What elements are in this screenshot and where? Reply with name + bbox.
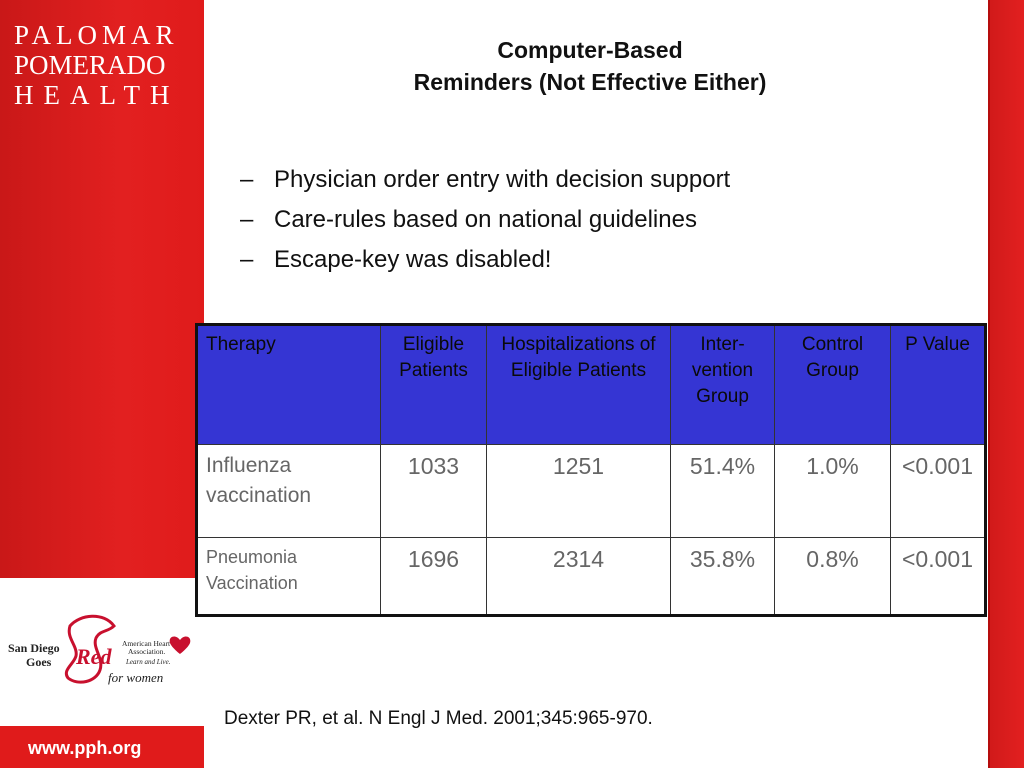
header-hospitalizations: Hospitalizations of Eligible Patients	[487, 325, 671, 445]
title-line-1: Computer-Based	[497, 37, 683, 63]
left-red-panel	[0, 0, 204, 578]
slide-title	[360, 34, 820, 98]
cell-intervention: 35.8%	[671, 538, 775, 616]
cell-eligible: 1696	[381, 538, 487, 616]
heart-torch-icon	[170, 636, 191, 654]
cell-therapy: Pneumonia Vaccination	[197, 538, 381, 616]
san-diego-goes-red-logo	[4, 612, 200, 694]
brand-logo	[14, 20, 200, 110]
title-line-2: Reminders (Not Effective Either)	[413, 69, 767, 95]
logo-for-women: for women	[108, 670, 164, 685]
bullet-item	[240, 240, 730, 280]
logo-goes: Goes	[26, 655, 52, 669]
website-url: www.pph.org	[28, 738, 142, 758]
citation: Dexter PR, et al. N Engl J Med. 2001;345:965-970.	[224, 708, 653, 729]
cell-eligible: 1033	[381, 445, 487, 538]
header-therapy: Therapy	[197, 325, 381, 445]
bullet-list	[240, 160, 730, 280]
logo-tagline: Learn and Live.	[126, 658, 171, 666]
bullet-item	[240, 160, 730, 200]
cell-p-value: <0.001	[891, 538, 986, 616]
results-table	[195, 323, 987, 617]
cell-intervention: 51.4%	[671, 445, 775, 538]
dash-marker: –	[240, 246, 254, 273]
brand-line-1: PALOMAR	[14, 20, 179, 50]
cell-therapy: Influenza vaccination	[197, 445, 381, 538]
bullet-item	[240, 200, 730, 240]
logo-red: Red	[76, 644, 112, 669]
header-control-group: Control Group	[775, 325, 891, 445]
bullet-text: Escape-key was disabled!	[274, 246, 552, 273]
brand-line-3: HEALTH	[14, 80, 180, 110]
logo-aha-2: Association.	[128, 647, 166, 656]
header-p-value: P Value	[891, 325, 986, 445]
cell-control: 1.0%	[775, 445, 891, 538]
bullet-text: Care-rules based on national guidelines	[274, 206, 697, 233]
table-row	[197, 538, 986, 616]
logo-aha-1: American Heart	[122, 639, 171, 648]
dash-marker: –	[240, 206, 254, 233]
logo-city: San Diego	[8, 641, 60, 655]
bullet-text: Physician order entry with decision support	[274, 166, 731, 193]
cell-p-value: <0.001	[891, 445, 986, 538]
header-eligible-patients: Eligible Patients	[381, 325, 487, 445]
cell-hospitalizations: 1251	[487, 445, 671, 538]
header-intervention-group: Inter-vention Group	[671, 325, 775, 445]
table-row	[197, 445, 986, 538]
cell-control: 0.8%	[775, 538, 891, 616]
brand-line-2: POMERADO	[14, 50, 166, 80]
right-red-strip	[990, 0, 1024, 768]
table-header-row	[197, 325, 986, 445]
dash-marker: –	[240, 166, 254, 193]
cell-hospitalizations: 2314	[487, 538, 671, 616]
